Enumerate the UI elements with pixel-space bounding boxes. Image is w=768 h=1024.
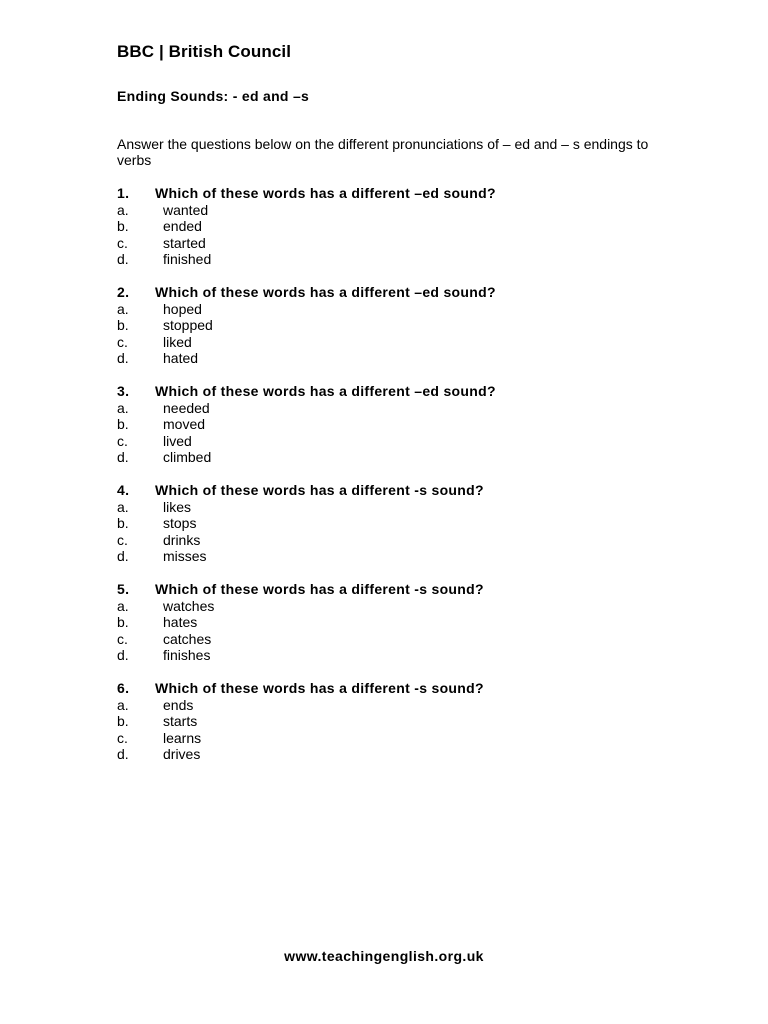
option-b bbox=[117, 713, 677, 729]
option-letter: c. bbox=[117, 630, 128, 647]
question-number: 2. bbox=[117, 284, 130, 300]
question-text: Which of these words has a different –ed sound? bbox=[155, 284, 496, 300]
option-c bbox=[117, 631, 677, 647]
option-text: likes bbox=[163, 499, 192, 515]
option-text: lived bbox=[163, 432, 192, 449]
option-b bbox=[117, 416, 677, 432]
option-letter: b. bbox=[117, 713, 129, 730]
question-text: Which of these words has a different -s sound? bbox=[155, 581, 484, 597]
question-3 bbox=[117, 383, 677, 466]
option-text: hates bbox=[163, 614, 198, 631]
option-d bbox=[117, 746, 677, 762]
option-a bbox=[117, 202, 677, 218]
option-text: climbed bbox=[163, 449, 212, 466]
option-letter: c. bbox=[117, 234, 128, 251]
question-6 bbox=[117, 680, 677, 763]
option-letter: c. bbox=[117, 729, 128, 746]
option-b bbox=[117, 614, 677, 630]
option-letter: b. bbox=[117, 218, 129, 235]
option-text: finishes bbox=[163, 647, 211, 664]
option-letter: b. bbox=[117, 614, 129, 631]
option-letter: d. bbox=[117, 251, 129, 268]
option-letter: d. bbox=[117, 350, 129, 367]
option-letter: d. bbox=[117, 449, 129, 466]
worksheet-title: Ending Sounds: - ed and –s bbox=[117, 88, 310, 104]
option-a bbox=[117, 499, 677, 515]
instructions-text: Answer the questions below on the different pronunciations of – ed and – s endings to verbs bbox=[117, 136, 649, 168]
question-text: Which of these words has a different –ed sound? bbox=[155, 185, 496, 201]
question-number: 6. bbox=[117, 680, 130, 696]
option-letter: c. bbox=[117, 531, 128, 548]
option-text: liked bbox=[163, 333, 192, 350]
option-letter: b. bbox=[117, 515, 129, 532]
option-letter: a. bbox=[117, 697, 129, 713]
option-letter: a. bbox=[117, 499, 129, 515]
question-2 bbox=[117, 284, 677, 367]
option-text: stops bbox=[163, 515, 197, 532]
question-number: 1. bbox=[117, 185, 130, 201]
question-number: 3. bbox=[117, 383, 130, 399]
option-letter: a. bbox=[117, 598, 129, 614]
question-number: 5. bbox=[117, 581, 130, 597]
option-c bbox=[117, 334, 677, 350]
option-d bbox=[117, 548, 677, 564]
option-letter: c. bbox=[117, 432, 128, 449]
option-text: learns bbox=[163, 729, 202, 746]
option-text: ended bbox=[163, 218, 202, 235]
option-b bbox=[117, 317, 677, 333]
option-d bbox=[117, 647, 677, 663]
option-c bbox=[117, 730, 677, 746]
question-heading bbox=[117, 383, 677, 400]
question-4 bbox=[117, 482, 677, 565]
option-text: stopped bbox=[163, 317, 213, 334]
option-text: ends bbox=[163, 697, 194, 713]
option-text: needed bbox=[163, 400, 210, 416]
option-letter: a. bbox=[117, 400, 129, 416]
option-text: starts bbox=[163, 713, 198, 730]
option-letter: a. bbox=[117, 301, 129, 317]
question-number: 4. bbox=[117, 482, 130, 498]
option-a bbox=[117, 598, 677, 614]
option-d bbox=[117, 449, 677, 465]
question-heading bbox=[117, 185, 677, 202]
footer-url: www.teachingenglish.org.uk bbox=[284, 948, 484, 964]
option-text: finished bbox=[163, 251, 212, 268]
option-d bbox=[117, 251, 677, 267]
option-text: misses bbox=[163, 548, 207, 565]
question-heading bbox=[117, 680, 677, 697]
option-a bbox=[117, 400, 677, 416]
option-c bbox=[117, 433, 677, 449]
option-text: hated bbox=[163, 350, 199, 367]
option-text: started bbox=[163, 234, 206, 251]
option-text: catches bbox=[163, 630, 212, 647]
option-text: moved bbox=[163, 416, 206, 433]
question-5 bbox=[117, 581, 677, 664]
option-text: drinks bbox=[163, 531, 201, 548]
option-text: wanted bbox=[163, 202, 209, 218]
option-letter: b. bbox=[117, 317, 129, 334]
question-text: Which of these words has a different -s sound? bbox=[155, 680, 484, 696]
option-letter: d. bbox=[117, 746, 129, 763]
option-a bbox=[117, 697, 677, 713]
option-letter: c. bbox=[117, 333, 128, 350]
option-c bbox=[117, 532, 677, 548]
option-letter: b. bbox=[117, 416, 129, 433]
option-letter: d. bbox=[117, 647, 129, 664]
option-b bbox=[117, 218, 677, 234]
page-header-title: BBC | British Council bbox=[117, 42, 292, 61]
question-heading bbox=[117, 581, 677, 598]
option-c bbox=[117, 235, 677, 251]
question-heading bbox=[117, 482, 677, 499]
option-text: hoped bbox=[163, 301, 202, 317]
question-1 bbox=[117, 185, 677, 268]
option-letter: d. bbox=[117, 548, 129, 565]
option-b bbox=[117, 515, 677, 531]
option-letter: a. bbox=[117, 202, 129, 218]
option-text: drives bbox=[163, 746, 201, 763]
option-text: watches bbox=[163, 598, 215, 614]
question-text: Which of these words has a different –ed sound? bbox=[155, 383, 496, 399]
option-a bbox=[117, 301, 677, 317]
question-text: Which of these words has a different -s sound? bbox=[155, 482, 484, 498]
option-d bbox=[117, 350, 677, 366]
question-heading bbox=[117, 284, 677, 301]
